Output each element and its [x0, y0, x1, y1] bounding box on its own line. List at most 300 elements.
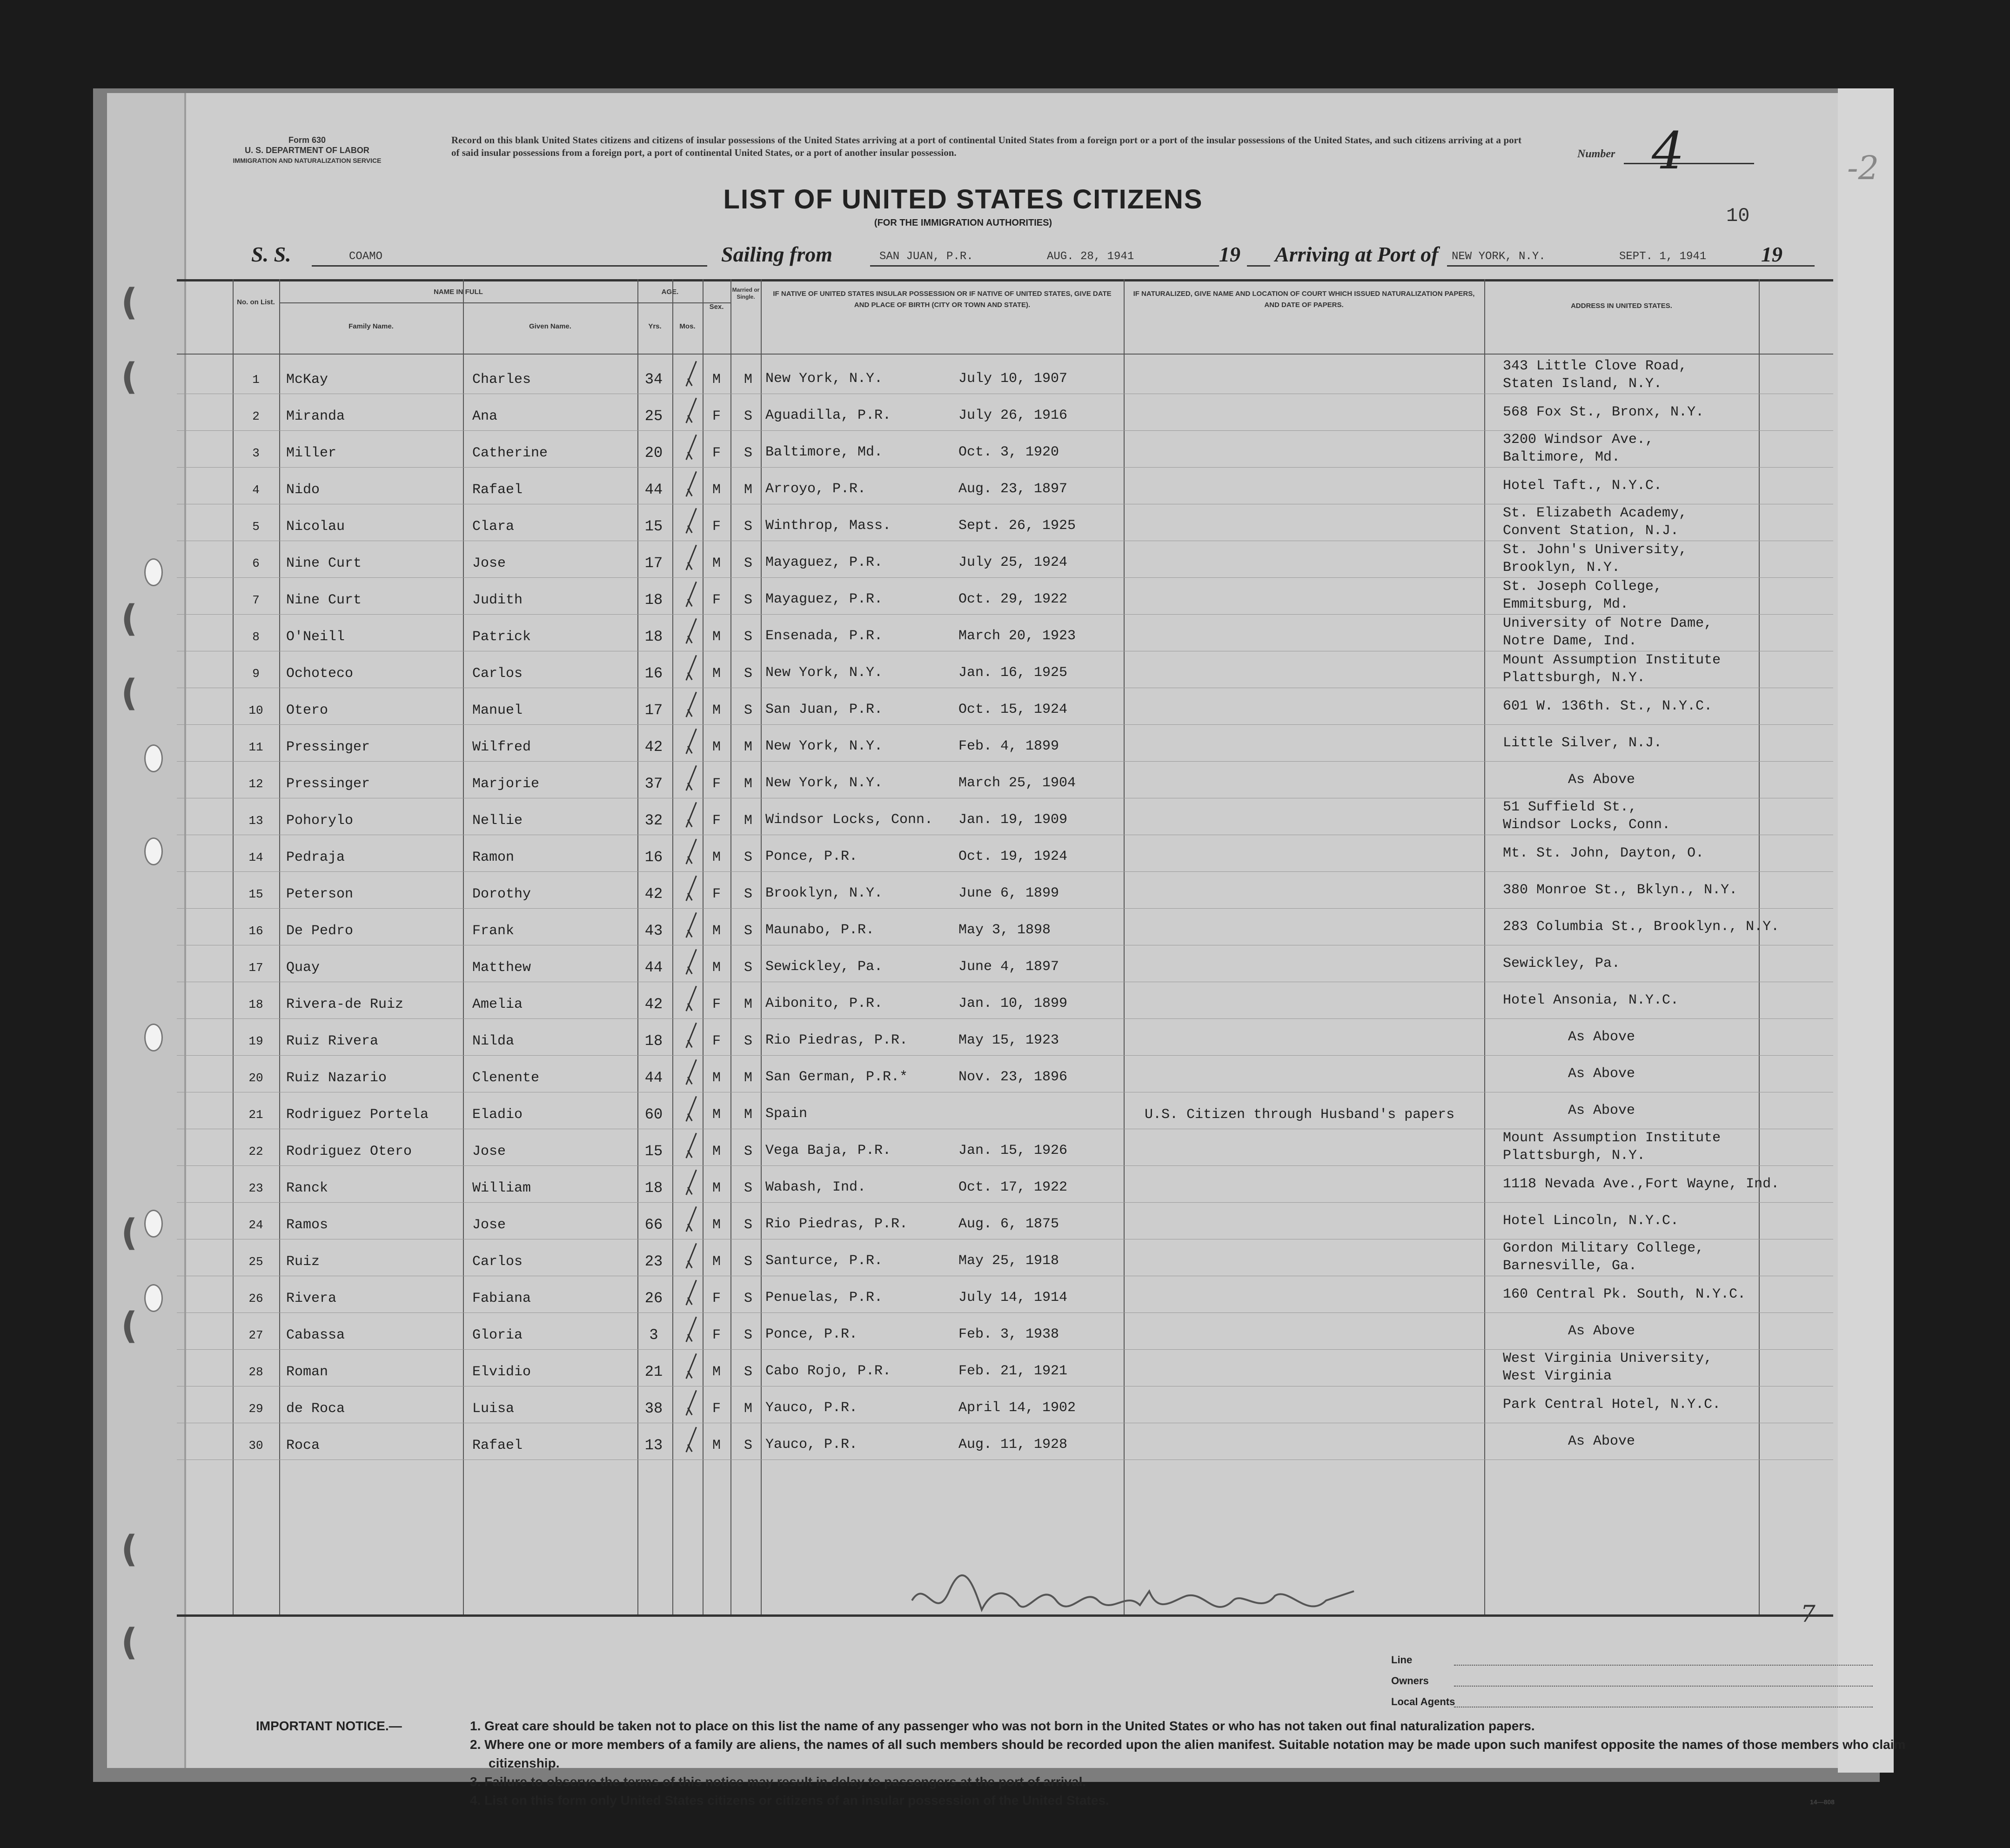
passenger-number: 8	[252, 630, 260, 644]
address-line-1: St. Elizabeth Academy,	[1503, 505, 1688, 521]
birth-date: Oct. 19, 1924	[958, 849, 1068, 864]
checkmark-icon	[684, 995, 698, 1013]
given-name: Patrick	[472, 629, 531, 645]
manifest-sheet	[107, 93, 1906, 1808]
arriving-port: NEW YORK, N.Y.	[1452, 250, 1546, 263]
form-code: 14—808	[1810, 1798, 1835, 1806]
age-years: 18	[644, 1179, 663, 1197]
passenger-number: 30	[248, 1439, 263, 1453]
page-title: LIST OF UNITED STATES CITIZENS	[723, 184, 1203, 214]
passenger-number: 20	[248, 1071, 263, 1085]
age-years: 42	[644, 738, 663, 756]
row-rule	[177, 1055, 1833, 1056]
sex-value: F	[712, 1327, 721, 1343]
given-name: Matthew	[472, 960, 531, 976]
binder-ring-icon: (	[121, 598, 138, 640]
marital-status: S	[744, 703, 752, 718]
address-line-1: Hotel Taft., N.Y.C.	[1503, 478, 1662, 494]
birth-date: Nov. 23, 1896	[958, 1069, 1068, 1085]
column-divider	[703, 279, 704, 1614]
column-divider	[730, 279, 731, 1614]
birth-place: Arroyo, P.R.	[765, 481, 866, 497]
birth-place: Yauco, P.R.	[765, 1437, 858, 1453]
given-name: Eladio	[472, 1107, 523, 1123]
arriving-port-underline	[1447, 265, 1796, 267]
marital-status: S	[744, 666, 752, 682]
row-rule	[177, 1312, 1833, 1313]
passenger-number: 6	[252, 556, 260, 570]
birth-place: Yauco, P.R.	[765, 1400, 858, 1416]
address-line-1: As Above	[1568, 1029, 1635, 1045]
owners-label: Owners	[1391, 1675, 1429, 1687]
address-line-1: As Above	[1568, 772, 1635, 788]
address-line-2: Baltimore, Md.	[1503, 449, 1621, 465]
family-name: Roman	[286, 1364, 328, 1380]
birth-place: Cabo Rojo, P.R.	[765, 1363, 891, 1379]
family-name: Ranck	[286, 1180, 328, 1196]
address-line-1: As Above	[1568, 1433, 1635, 1449]
sex-value: M	[712, 1107, 721, 1123]
checkmark-icon	[684, 1178, 698, 1197]
passenger-number: 10	[248, 703, 263, 717]
passenger-number: 17	[248, 961, 263, 975]
marital-status: S	[744, 445, 752, 461]
sex-value: M	[712, 482, 721, 498]
handwritten-signature	[907, 1573, 1373, 1628]
checkmark-icon	[684, 811, 698, 830]
family-name: Pedraja	[286, 850, 345, 865]
marital-status: S	[744, 923, 752, 939]
passenger-number: 25	[248, 1255, 263, 1269]
naturalization-note: U.S. Citizen through Husband's papers	[1145, 1107, 1455, 1123]
col-head-name-in-full: NAME IN FULL	[434, 288, 483, 296]
passenger-number: 3	[252, 446, 260, 460]
row-rule	[177, 761, 1833, 762]
marital-status: S	[744, 960, 752, 976]
binding-strip	[107, 93, 186, 1768]
sex-value: F	[712, 886, 721, 902]
birth-place: Brooklyn, N.Y.	[765, 885, 883, 901]
age-years: 34	[644, 371, 663, 388]
age-years: 15	[644, 1143, 663, 1160]
given-name: Jose	[472, 1217, 506, 1233]
address-line-1: University of Notre Dame,	[1503, 616, 1713, 631]
marital-status: M	[744, 739, 752, 755]
form-identifier	[200, 135, 414, 166]
sex-value: M	[712, 923, 721, 939]
binder-ring-icon: (	[121, 1212, 138, 1254]
col-head-age: AGE.	[661, 288, 679, 296]
birth-place: New York, N.Y.	[765, 738, 883, 754]
sex-value: F	[712, 445, 721, 461]
marital-status: M	[744, 372, 752, 388]
family-name: Pohorylo	[286, 813, 354, 829]
birth-date: July 25, 1924	[958, 555, 1068, 570]
birth-place: Rio Piedras, P.R.	[765, 1032, 908, 1048]
address-line-1: St. Joseph College,	[1503, 579, 1662, 595]
sex-value: F	[712, 1033, 721, 1049]
given-name: Dorothy	[472, 886, 531, 902]
address-line-1: 601 W. 136th. St., N.Y.C.	[1503, 698, 1713, 714]
birth-place: Penuelas, P.R.	[765, 1290, 883, 1306]
sex-value: M	[712, 1180, 721, 1196]
birth-place: Wabash, Ind.	[765, 1179, 866, 1195]
col-head-married-single: Married or Single.	[732, 287, 760, 300]
marital-status: S	[744, 556, 752, 571]
family-name: Peterson	[286, 886, 354, 902]
birth-place: Baltimore, Md.	[765, 444, 883, 460]
checkmark-icon	[684, 1289, 698, 1307]
age-years: 42	[644, 885, 663, 903]
checkmark-icon	[684, 627, 698, 646]
ship-underline	[312, 265, 707, 267]
passenger-number: 7	[252, 593, 260, 607]
sex-value: M	[712, 1254, 721, 1270]
given-name: Carlos	[472, 666, 523, 682]
birth-date: Oct. 3, 1920	[958, 444, 1059, 460]
department-name: U. S. DEPARTMENT OF LABOR	[245, 146, 369, 155]
birth-date: March 20, 1923	[958, 628, 1076, 644]
passenger-number: 29	[248, 1402, 263, 1416]
passenger-number: 1	[252, 373, 260, 387]
given-name: Luisa	[472, 1401, 515, 1417]
family-name: Rivera-de Ruiz	[286, 997, 404, 1012]
birth-place: Maunabo, P.R.	[765, 922, 875, 938]
form-number: Form 630	[288, 135, 326, 145]
given-name: Jose	[472, 556, 506, 571]
age-years: 44	[644, 481, 663, 498]
checkmark-icon	[684, 774, 698, 793]
row-rule	[177, 1202, 1833, 1203]
birth-date: Aug. 6, 1875	[958, 1216, 1059, 1232]
ship-name: COAMO	[349, 250, 383, 263]
passenger-number: 24	[248, 1218, 263, 1232]
age-years: 44	[644, 1069, 663, 1086]
address-line-2: Windsor Locks, Conn.	[1503, 817, 1671, 833]
sailing-year-label: 19	[1219, 242, 1240, 266]
marital-status: S	[744, 1180, 752, 1196]
family-name: Roca	[286, 1438, 320, 1453]
age-years: 17	[644, 555, 663, 572]
birth-place: Windsor Locks, Conn.	[765, 812, 933, 828]
passenger-number: 21	[248, 1108, 263, 1122]
tally-mark: 7	[1801, 1600, 1816, 1627]
sailing-port: SAN JUAN, P.R.	[879, 250, 973, 263]
marital-status: S	[744, 1254, 752, 1270]
age-years: 42	[644, 996, 663, 1013]
age-years: 13	[644, 1437, 663, 1454]
passenger-number: 15	[248, 887, 263, 901]
checkmark-icon	[684, 958, 698, 977]
punch-hole-icon	[144, 558, 163, 586]
voyage-line	[107, 237, 1838, 275]
age-years: 20	[644, 444, 663, 462]
birth-place: Aibonito, P.R.	[765, 996, 883, 1011]
row-rule	[177, 724, 1833, 725]
given-name: Wilfred	[472, 739, 531, 755]
family-name: Ramos	[286, 1217, 328, 1233]
given-name: Fabiana	[472, 1291, 531, 1306]
marital-status: M	[744, 1107, 752, 1123]
line-label: Line	[1391, 1654, 1413, 1666]
binder-ring-icon: (	[121, 1305, 138, 1347]
sex-value: F	[712, 519, 721, 535]
punch-hole-icon	[144, 744, 163, 772]
family-name: Miller	[286, 445, 337, 461]
sex-value: M	[712, 372, 721, 388]
table-top-rule	[177, 279, 1833, 281]
arriving-label: Arriving at Port of	[1275, 242, 1439, 266]
family-name: Pressinger	[286, 739, 370, 755]
birth-date: March 25, 1904	[958, 775, 1076, 791]
birth-place: Winthrop, Mass.	[765, 518, 891, 534]
family-name: Nicolau	[286, 519, 345, 535]
checkmark-icon	[684, 1142, 698, 1160]
given-name: Manuel	[472, 703, 523, 718]
passenger-number: 11	[248, 740, 263, 754]
birth-date: Oct. 29, 1922	[958, 591, 1068, 607]
birth-place: Spain	[765, 1106, 808, 1122]
address-line-1: As Above	[1568, 1323, 1635, 1339]
given-name: Jose	[472, 1144, 506, 1159]
notice-heading: IMPORTANT NOTICE.—	[256, 1719, 402, 1733]
given-name: Clara	[472, 519, 515, 535]
checkmark-icon	[684, 1436, 698, 1454]
column-divider	[233, 279, 234, 1614]
address-line-1: West Virginia University,	[1503, 1351, 1713, 1366]
family-name: Nido	[286, 482, 320, 498]
address-line-1: 283 Columbia St., Brooklyn., N.Y.	[1503, 919, 1780, 935]
family-name: Ruiz Nazario	[286, 1070, 387, 1086]
family-name: Cabassa	[286, 1327, 345, 1343]
sailing-port-underline	[870, 265, 1219, 267]
address-line-1: 51 Suffield St.,	[1503, 799, 1637, 815]
notice-item: 1. Great care should be taken not to place on this list the name of any passenger who was not born in the United States or who has not taken out final naturalization papers.	[470, 1719, 1535, 1733]
checkmark-icon	[684, 848, 698, 866]
given-name: William	[472, 1180, 531, 1196]
family-name: Ruiz Rivera	[286, 1033, 379, 1049]
column-divider	[672, 279, 673, 1614]
header-bottom-rule	[177, 354, 1833, 355]
checkmark-icon	[684, 370, 698, 388]
address-line-1: Mount Assumption Institute	[1503, 652, 1721, 668]
birth-place: Vega Baja, P.R.	[765, 1143, 891, 1158]
checkmark-icon	[684, 884, 698, 903]
address-line-1: Mt. St. John, Dayton, O.	[1503, 845, 1704, 861]
passenger-number: 26	[248, 1292, 263, 1306]
age-years: 25	[644, 408, 663, 425]
marital-status: S	[744, 850, 752, 865]
address-line-1: 1118 Nevada Ave.,Fort Wayne, Ind.	[1503, 1176, 1780, 1192]
passenger-number: 9	[252, 667, 260, 681]
address-line-2: Barnesville, Ga.	[1503, 1258, 1637, 1274]
address-line-2: West Virginia	[1503, 1368, 1612, 1384]
birth-date: Jan. 15, 1926	[958, 1143, 1068, 1158]
birth-place: Rio Piedras, P.R.	[765, 1216, 908, 1232]
given-name: Nilda	[472, 1033, 515, 1049]
given-name: Clenente	[472, 1070, 540, 1086]
passenger-number: 22	[248, 1145, 263, 1158]
col-head-yrs: Yrs.	[648, 322, 662, 330]
address-line-1: Little Silver, N.J.	[1503, 735, 1662, 751]
sex-value: M	[712, 850, 721, 865]
address-line-1: Sewickley, Pa.	[1503, 956, 1621, 971]
sex-value: M	[712, 1364, 721, 1380]
age-years: 37	[644, 775, 663, 792]
birth-place: San German, P.R.*	[765, 1069, 908, 1085]
birth-date: June 6, 1899	[958, 885, 1059, 901]
birth-place: Ensenada, P.R.	[765, 628, 883, 644]
passenger-number: 28	[248, 1365, 263, 1379]
age-years: 16	[644, 665, 663, 682]
birth-date: May 15, 1923	[958, 1032, 1059, 1048]
passenger-number: 19	[248, 1034, 263, 1048]
age-years: 21	[644, 1363, 663, 1380]
given-name: Rafael	[472, 1438, 523, 1453]
birth-date: May 3, 1898	[958, 922, 1051, 938]
marital-status: S	[744, 1291, 752, 1306]
address-line-2: Plattsburgh, N.Y.	[1503, 670, 1646, 686]
birth-place: Sewickley, Pa.	[765, 959, 883, 975]
given-name: Charles	[472, 372, 531, 388]
sex-value: M	[712, 739, 721, 755]
birth-place: New York, N.Y.	[765, 665, 883, 681]
birth-date: June 4, 1897	[958, 959, 1059, 975]
marital-status: S	[744, 1438, 752, 1453]
owners-underline	[1454, 1686, 1873, 1687]
adjacent-page-mark: -2	[1847, 149, 1879, 187]
binder-ring-icon: (	[121, 356, 138, 398]
checkmark-icon	[684, 1031, 698, 1050]
marital-status: S	[744, 1364, 752, 1380]
notice-item: 2. Where one or more members of a family are aliens, the names of all such members should be recorded upon the alien manifest. Suitable notation may be made upon such manifest opposite the names of those members who claim citizenship.	[470, 1737, 1906, 1770]
age-years: 18	[644, 1032, 663, 1050]
col-head-naturalized: IF NATURALIZED, GIVE NAME AND LOCATION OF COURT WHICH ISSUED NATURALIZATION PAPERS, AND DATE OF PAPERS.	[1133, 290, 1475, 309]
checkmark-icon	[684, 517, 698, 536]
given-name: Judith	[472, 592, 523, 608]
birth-date: Sept. 26, 1925	[958, 518, 1076, 534]
family-name: Ochoteco	[286, 666, 354, 682]
checkmark-icon	[684, 554, 698, 572]
birth-place: Mayaguez, P.R.	[765, 591, 883, 607]
sex-value: F	[712, 1401, 721, 1417]
age-years: 18	[644, 591, 663, 609]
address-line-1: As Above	[1568, 1103, 1635, 1118]
given-name: Rafael	[472, 482, 523, 498]
address-line-1: St. John's University,	[1503, 542, 1688, 558]
given-name: Amelia	[472, 997, 523, 1012]
marital-status: M	[744, 813, 752, 829]
sex-value: F	[712, 776, 721, 792]
address-line-2: Staten Island, N.Y.	[1503, 376, 1662, 392]
sailing-label: Sailing from	[721, 242, 833, 266]
birth-place: Ponce, P.R.	[765, 1326, 858, 1342]
address-line-1: Mount Assumption Institute	[1503, 1130, 1721, 1146]
marital-status: M	[744, 1401, 752, 1417]
punch-hole-icon	[144, 1024, 163, 1051]
given-name: Frank	[472, 923, 515, 939]
birth-date: Feb. 3, 1938	[958, 1326, 1059, 1342]
birth-date: Aug. 23, 1897	[958, 481, 1068, 497]
given-name: Ramon	[472, 850, 515, 865]
sex-value: M	[712, 629, 721, 645]
passenger-number: 18	[248, 998, 263, 1011]
address-line-1: Hotel Ansonia, N.Y.C.	[1503, 992, 1679, 1008]
family-name: Nine Curt	[286, 592, 362, 608]
sex-value: M	[712, 960, 721, 976]
notice-item: 3. Failure to observe the terms of this notice may result in delay to passengers at the port of arrival.	[470, 1774, 1086, 1789]
binder-ring-icon: (	[121, 672, 138, 714]
sex-value: F	[712, 1291, 721, 1306]
age-years: 17	[644, 702, 663, 719]
col-head-address: ADDRESS IN UNITED STATES.	[1571, 302, 1672, 310]
marital-status: M	[744, 776, 752, 792]
service-name: IMMIGRATION AND NATURALIZATION SERVICE	[233, 157, 382, 164]
address-line-2: Convent Station, N.J.	[1503, 523, 1679, 539]
birth-date: July 10, 1907	[958, 371, 1068, 387]
given-name: Ana	[472, 408, 498, 424]
family-name: Pressinger	[286, 776, 370, 792]
address-line-2: Notre Dame, Ind.	[1503, 633, 1637, 649]
family-name: Rodriguez Portela	[286, 1107, 429, 1123]
birth-place: Mayaguez, P.R.	[765, 555, 883, 570]
address-line-1: Gordon Military College,	[1503, 1240, 1704, 1256]
address-line-1: 568 Fox St., Bronx, N.Y.	[1503, 404, 1704, 420]
given-name: Carlos	[472, 1254, 523, 1270]
arriving-date: SEPT. 1, 1941	[1619, 250, 1707, 263]
age-years: 38	[644, 1400, 663, 1417]
age-years: 18	[644, 628, 663, 645]
punch-hole-icon	[144, 1284, 163, 1312]
birth-place: Santurce, P.R.	[765, 1253, 883, 1269]
birth-place: San Juan, P.R.	[765, 702, 883, 717]
family-name: De Pedro	[286, 923, 354, 939]
age-years: 23	[644, 1253, 663, 1270]
checkmark-icon	[684, 701, 698, 719]
sex-value: F	[712, 408, 721, 424]
age-years: 60	[644, 1106, 663, 1123]
marital-status: S	[744, 1217, 752, 1233]
marital-status: S	[744, 519, 752, 535]
sex-value: M	[712, 666, 721, 682]
arriving-year-label: 19	[1761, 242, 1782, 266]
passenger-number: 2	[252, 409, 260, 423]
passenger-number: 23	[248, 1181, 263, 1195]
passenger-number: 13	[248, 814, 263, 828]
birth-date: Feb. 21, 1921	[958, 1363, 1068, 1379]
age-years: 32	[644, 812, 663, 829]
birth-place: Aguadilla, P.R.	[765, 408, 891, 423]
given-name: Gloria	[472, 1327, 523, 1343]
checkmark-icon	[684, 1362, 698, 1381]
family-name: Rodriguez Otero	[286, 1144, 412, 1159]
sex-value: M	[712, 703, 721, 718]
checkmark-icon	[684, 480, 698, 499]
stamped-page-number: 10	[1726, 205, 1750, 227]
adjacent-page	[1838, 88, 1894, 1773]
marital-status: S	[744, 1327, 752, 1343]
address-line-1: 343 Little Clove Road,	[1503, 358, 1688, 374]
notice-item: 4. List on this form only United States citizens or citizens of an insular possession of the United States.	[470, 1793, 1109, 1808]
form-instruction: Record on this blank United States citizens and citizens of insular possessions of the United States arriving at a port of continental United States from a foreign port or a port of the insular possessions of the United States, and such citizens arriving at a port of said insular possessions from a foreign port, a port of continental United States, or a port of another insular possession.	[451, 134, 1521, 158]
checkmark-icon	[684, 737, 698, 756]
sailing-year-underline	[1247, 265, 1270, 267]
birth-date: May 25, 1918	[958, 1253, 1059, 1269]
birth-place: Ponce, P.R.	[765, 849, 858, 864]
age-years: 66	[644, 1216, 663, 1233]
family-name: de Roca	[286, 1401, 345, 1417]
birth-date: Oct. 15, 1924	[958, 702, 1068, 717]
